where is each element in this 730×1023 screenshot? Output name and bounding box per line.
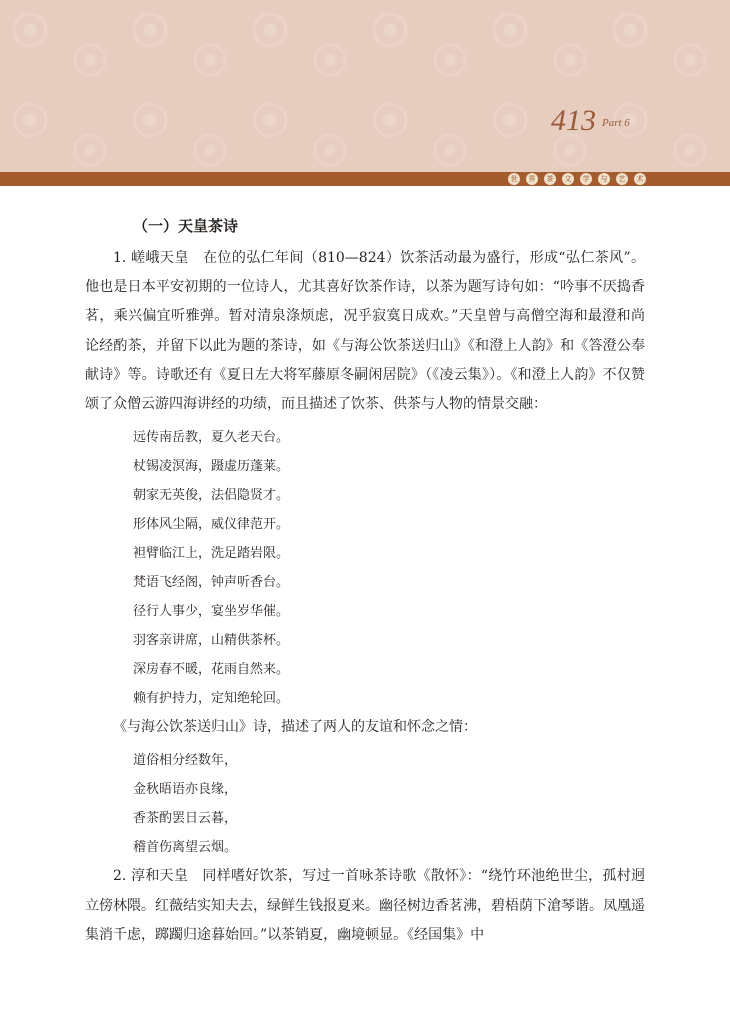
series-char: 艺	[616, 173, 628, 185]
series-char: 茶	[544, 173, 556, 185]
series-char: 与	[598, 173, 610, 185]
series-char: 术	[634, 173, 646, 185]
page-header	[0, 0, 730, 172]
section-title: （一）天皇茶诗	[133, 217, 239, 235]
poem-line: 朝家无英俊，法侣隐贤才。	[133, 488, 290, 504]
paragraph-junna: 2. 淳和天皇 同样嗜好饮茶，写过一首咏茶诗歌《散怀》：“绕竹环池绝世尘，孤村迥立傍林隈。红薇结实知夫去，绿鲜生钱报夏来。幽径树边香茗沸，碧梧荫下滄琴谐。凤凰遥集消千虑，踯躅归途暮始回。”以茶销夏，幽境顿显。《经国集》中	[85, 868, 645, 943]
poem-line: 深房春不暖，花雨自然来。	[133, 662, 290, 678]
part-label: Part 6	[602, 117, 630, 129]
poem-he-cheng	[133, 423, 645, 713]
poem-line: 梵语飞经阁，钟声听香台。	[133, 575, 290, 591]
poem-hai-gong	[133, 746, 645, 862]
paragraph-poem-intro: 《与海公饮茶送归山》诗，描述了两人的友谊和怀念之情：	[113, 719, 477, 736]
page-number: 413	[551, 104, 596, 137]
series-title-badges	[508, 172, 646, 186]
page-body	[85, 215, 645, 950]
poem-line: 袒臂临江上，洗足踏岩限。	[133, 546, 290, 562]
poem-line: 赖有护持力，定知绝轮回。	[133, 691, 290, 707]
series-char: 学	[580, 173, 592, 185]
poem-line: 远传南岳教，夏久老天台。	[133, 430, 290, 446]
poem-line: 羽客亲讲席，山精供茶杯。	[133, 633, 290, 649]
poem-line: 金秋晤语亦良缘，	[133, 782, 238, 798]
series-char: 世	[508, 173, 520, 185]
poem-line: 香茶酌罢日云暮，	[133, 811, 238, 827]
poem-line: 杖锡凌溟海，蹑虚历蓬莱。	[133, 459, 290, 475]
series-char: 界	[526, 173, 538, 185]
paragraph-saga: 1. 嵯峨天皇 在位的弘仁年间（810—824）饮茶活动最为盛行，形成“弘仁茶风”。他也是日本平安初期的一位诗人，尤其喜好饮茶作诗，以茶为题写诗句如：“吟事不厌捣香茗，乘兴偏宜听雅弹。暂对清泉涤烦虑，况乎寂寞日成欢。”天皇曾与高僧空海和最澄和尚论经酌茶，并留下以此为题的茶诗，如《与海公饮茶送归山》《和澄上人韵》和《答澄公奉献诗》等。诗歌还有《夏日左大将军藤原冬嗣闲居院》（《凌云集》）。《和澄上人韵》不仅赞颂了众僧云游四海讲经的功绩，而且描述了饮茶、供茶与人物的情景交融：	[85, 250, 645, 413]
poem-line: 形体风尘隔，威仪律范开。	[133, 517, 290, 533]
poem-line: 径行人事少，宴坐岁华催。	[133, 604, 290, 620]
poem-line: 道俗相分经数年，	[133, 753, 238, 769]
series-char: 文	[562, 173, 574, 185]
poem-line: 稽首伤离望云烟。	[133, 840, 238, 856]
